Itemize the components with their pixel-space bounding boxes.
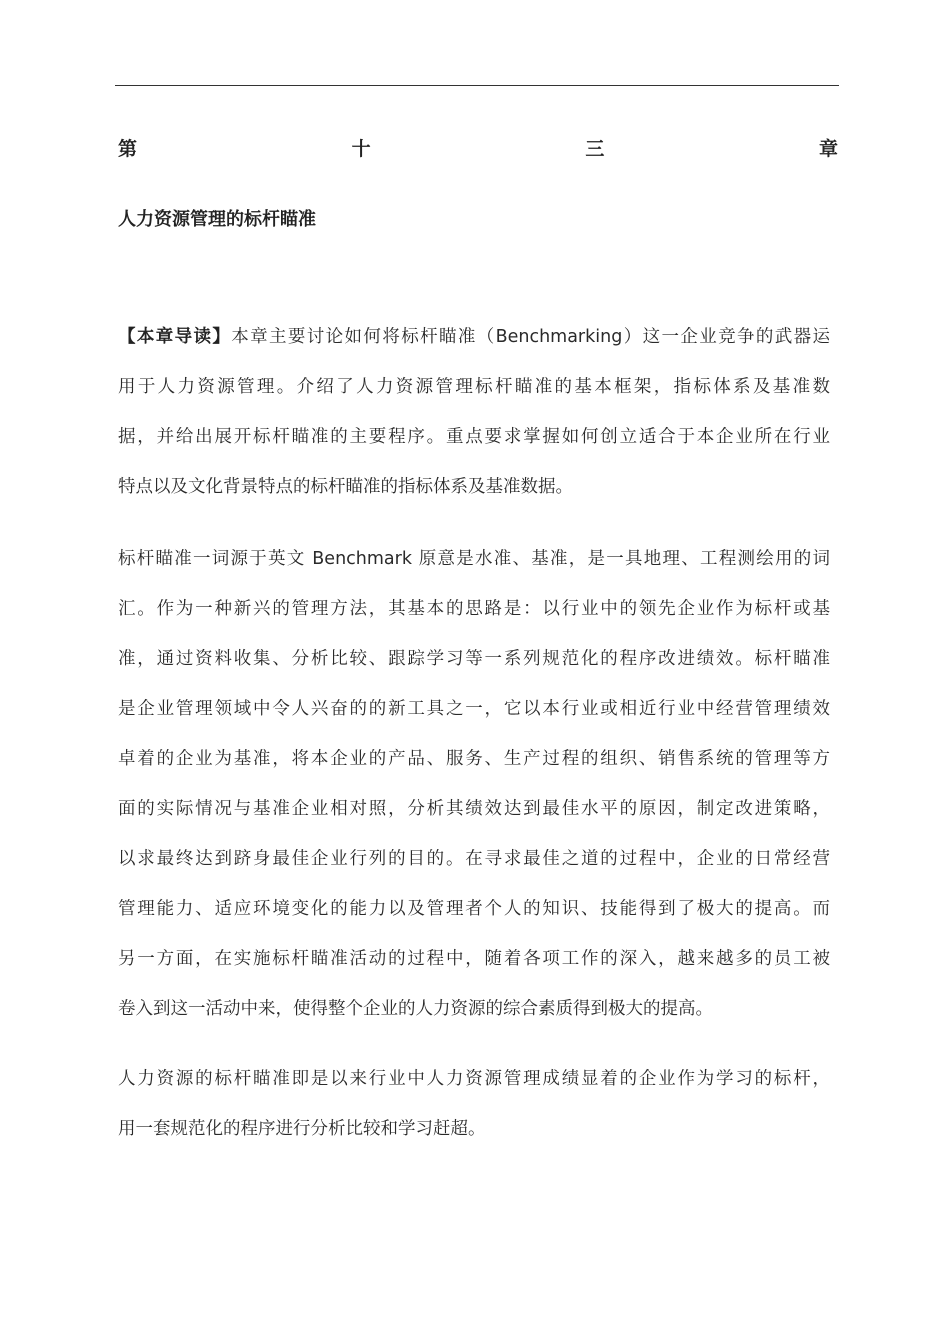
chapter-intro-paragraph bbox=[118, 312, 830, 512]
paragraph-line: 据，并给出展开标杆瞄准的主要程序。重点要求掌握如何创立适合于本企业所在行业 bbox=[118, 427, 830, 447]
paragraph-line: 是企业管理领域中令人兴奋的的新工具之一，它以本行业或相近行业中经营管理绩效 bbox=[118, 699, 830, 719]
chapter-heading-char: 章 bbox=[818, 137, 838, 160]
paragraph-line: 卷入到这一活动中来，使得整个企业的人力资源的综合素质得到极大的提高。 bbox=[118, 999, 713, 1019]
chapter-heading bbox=[118, 134, 838, 160]
header-rule bbox=[115, 85, 839, 86]
paragraph-line: 准，通过资料收集、分析比较、跟踪学习等一系列规范化的程序改进绩效。标杆瞄准 bbox=[118, 649, 830, 669]
body-paragraph-1 bbox=[118, 534, 830, 1034]
paragraph-line: 卓着的企业为基准，将本企业的产品、服务、生产过程的组织、销售系统的管理等方 bbox=[118, 749, 830, 769]
paragraph-line bbox=[118, 312, 830, 362]
paragraph-line: 另一方面，在实施标杆瞄准活动的过程中，随着各项工作的深入，越来越多的员工被 bbox=[118, 949, 830, 969]
paragraph-line: 人力资源的标杆瞄准即是以来行业中人力资源管理成绩显着的企业作为学习的标杆， bbox=[118, 1069, 830, 1089]
body-paragraph-2 bbox=[118, 1054, 830, 1154]
paragraph-line: 面的实际情况与基准企业相对照，分析其绩效达到最佳水平的原因，制定改进策略， bbox=[118, 799, 830, 819]
intro-line-text: 本章主要讨论如何将标杆瞄准（Benchmarking）这一企业竞争的武器运 bbox=[231, 327, 830, 347]
paragraph-line: 用一套规范化的程序进行分析比较和学习赶超。 bbox=[118, 1119, 486, 1139]
paragraph-line: 以求最终达到跻身最佳企业行列的目的。在寻求最佳之道的过程中，企业的日常经营 bbox=[118, 849, 830, 869]
paragraph-line: 标杆瞄准一词源于英文 Benchmark 原意是水准、基准，是一具地理、工程测绘用的词 bbox=[118, 549, 830, 569]
paragraph-line: 汇。作为一种新兴的管理方法，其基本的思路是：以行业中的领先企业作为标杆或基 bbox=[118, 599, 830, 619]
intro-label: 【本章导读】 bbox=[118, 327, 232, 347]
chapter-heading-char: 十 bbox=[351, 137, 371, 160]
chapter-title: 人力资源管理的标杆瞄准 bbox=[118, 209, 316, 230]
paragraph-line: 管理能力、适应环境变化的能力以及管理者个人的知识、技能得到了极大的提高。而 bbox=[118, 899, 830, 919]
chapter-heading-char: 第 bbox=[118, 137, 138, 160]
chapter-heading-char: 三 bbox=[585, 137, 605, 160]
paragraph-line: 特点以及文化背景特点的标杆瞄准的指标体系及基准数据。 bbox=[118, 477, 573, 497]
paragraph-line: 用于人力资源管理。介绍了人力资源管理标杆瞄准的基本框架，指标体系及基准数 bbox=[118, 377, 830, 397]
